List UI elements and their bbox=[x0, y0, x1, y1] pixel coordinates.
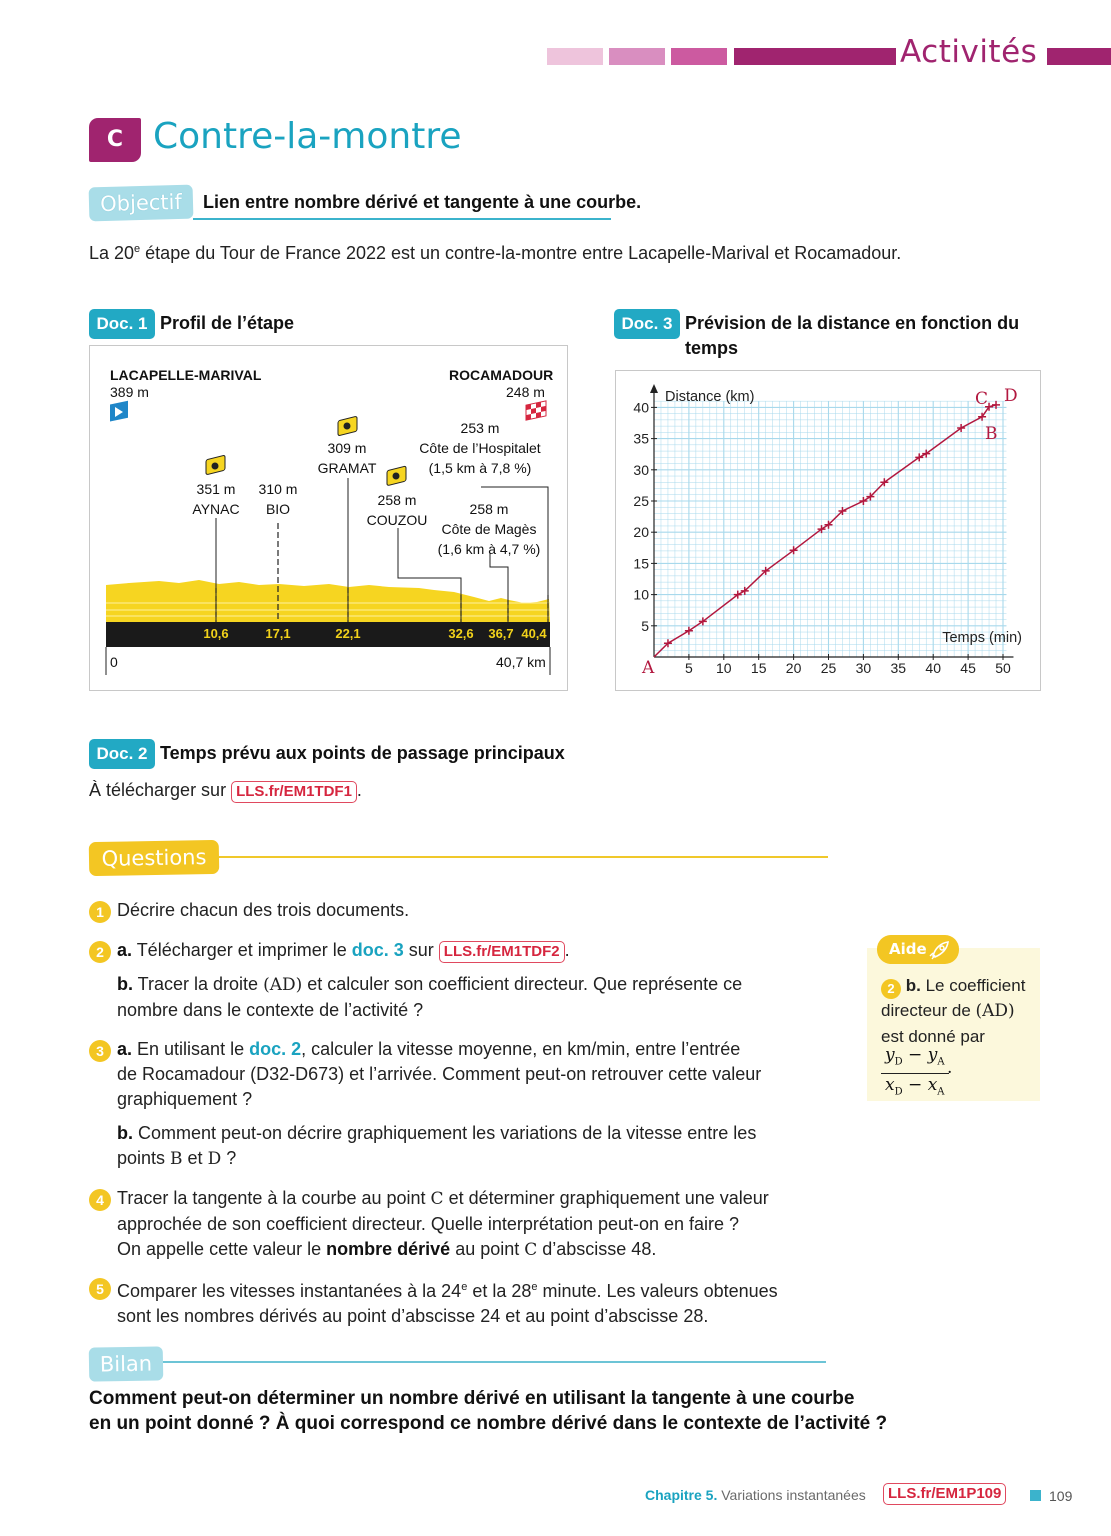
header-bar-5 bbox=[1047, 48, 1111, 65]
point-label: C bbox=[975, 388, 989, 409]
point-label: B bbox=[985, 423, 998, 444]
x-tick-label: 30 bbox=[855, 660, 872, 676]
page-number: 109 bbox=[1049, 1488, 1073, 1504]
question-number: 1 bbox=[89, 901, 111, 923]
km-mark: 17,1 bbox=[265, 626, 291, 641]
point-gramat: 309 m GRAMAT bbox=[317, 440, 377, 476]
data-point bbox=[859, 497, 867, 505]
x-tick-label: 20 bbox=[785, 660, 802, 676]
questions-label: Questions bbox=[89, 840, 220, 876]
y-tick-label: 10 bbox=[633, 586, 649, 603]
questions-underline bbox=[219, 856, 828, 858]
objectif-underline bbox=[193, 218, 611, 220]
question-4: Tracer la tangente à la courbe au point C et déterminer graphiquement une valeur approchée de son coefficient directeur. Quelle interprétation peut-on en faire ? On appelle cette valeur le nombre dérivé au point C d’abscisse 48. bbox=[117, 1188, 769, 1260]
footer-chapter: Chapitre 5. Variations instantanées bbox=[645, 1487, 866, 1503]
intro-text: La 20e étape du Tour de France 2022 est un contre-la-montre entre Lacapelle-Marival et Rocamadour. bbox=[89, 243, 902, 263]
question-2a: a. Télécharger et imprimer le doc. 3 sur LLS.fr/EM1TDF2 . bbox=[117, 938, 570, 963]
header-bar-1 bbox=[547, 48, 603, 65]
km-end: 40,7 km bbox=[496, 654, 546, 670]
question-number: 5 bbox=[89, 1278, 111, 1300]
x-tick-label: 10 bbox=[716, 660, 732, 676]
km-mark: 32,6 bbox=[448, 626, 474, 641]
km-start: 0 bbox=[110, 654, 118, 670]
x-tick-label: 45 bbox=[960, 660, 976, 676]
point-hospitalet: 253 m Côte de l’Hospitalet (1,5 km à 7,8 %) bbox=[419, 420, 541, 476]
climb-icon-gramat bbox=[338, 416, 357, 436]
question-3b: b. Comment peut-on décrire graphiquement les variations de la vitesse entre les points B et D ? bbox=[117, 1123, 757, 1169]
doc3-pill: Doc. 3 bbox=[614, 309, 680, 339]
bilan-label: Bilan bbox=[89, 1346, 164, 1381]
x-tick-label: 25 bbox=[820, 660, 837, 676]
x-tick-label: 15 bbox=[750, 660, 767, 676]
x-tick-label: 35 bbox=[890, 660, 907, 676]
header-title: Activités bbox=[900, 34, 1038, 70]
point-couzou: 258 m COUZOU bbox=[366, 492, 428, 528]
section-title: Contre-la-montre bbox=[153, 116, 462, 157]
y-tick-label: 30 bbox=[633, 461, 649, 478]
y-tick-label: 20 bbox=[633, 524, 649, 541]
question-number: 2 bbox=[89, 941, 111, 963]
x-tick-label: 40 bbox=[925, 660, 941, 676]
doc1-pill: Doc. 1 bbox=[89, 309, 155, 339]
objectif-text: Lien entre nombre dérivé et tangente à une courbe. bbox=[203, 192, 642, 212]
footer-square bbox=[1030, 1490, 1041, 1501]
climb-icon-couzou bbox=[387, 466, 406, 486]
doc2-link[interactable]: LLS.fr/EM1TDF1 bbox=[231, 781, 357, 803]
y-tick-label: 40 bbox=[633, 399, 649, 416]
y-tick-label: 5 bbox=[641, 617, 649, 634]
footer-link-wrap bbox=[883, 1483, 1006, 1505]
bilan-underline bbox=[163, 1361, 826, 1363]
km-mark: 22,1 bbox=[335, 626, 361, 641]
data-point bbox=[685, 627, 693, 635]
aide-number: 2 bbox=[881, 979, 901, 999]
doc1-title: Profil de l’étape bbox=[160, 313, 295, 333]
point-mages: 258 m Côte de Magès (1,6 km à 4,7 %) bbox=[437, 501, 541, 557]
start-name: LACAPELLE-MARIVAL bbox=[110, 367, 262, 383]
y-tick-label: 25 bbox=[633, 493, 649, 509]
question-3a: a. En utilisant le doc. 2, calculer la vitesse moyenne, en km/min, entre l’entrée de Rocamadour (D32-D673) et l’arrivée. Comment peut-on retrouver cette valeur graphiquement ? bbox=[117, 1039, 762, 1109]
end-altitude: 248 m bbox=[506, 384, 545, 400]
point-aynac: 351 m AYNAC bbox=[192, 481, 240, 517]
rocket-icon bbox=[929, 940, 951, 960]
km-mark: 40,4 bbox=[521, 626, 547, 641]
climb-icon-aynac bbox=[206, 455, 225, 475]
y-tick-label: 35 bbox=[633, 430, 649, 447]
doc3-chart bbox=[615, 370, 1041, 691]
point-label: A bbox=[642, 658, 655, 678]
bilan-text: Comment peut-on déterminer un nombre dérivé en utilisant la tangente à une courbe en un point donné ? À quoi correspond ce nombre dérivé dans le contexte de l’activité ? bbox=[89, 1388, 888, 1434]
doc2-pill: Doc. 2 bbox=[89, 739, 155, 769]
start-altitude: 389 m bbox=[110, 384, 149, 400]
km-mark: 10,6 bbox=[203, 626, 229, 641]
objectif-label: Objectif bbox=[89, 185, 194, 222]
doc2-download: À télécharger sur LLS.fr/EM1TDF1 . bbox=[89, 780, 362, 803]
section-badge: C bbox=[89, 118, 141, 162]
question-5: Comparer les vitesses instantanées à la 24e et la 28e minute. Les valeurs obtenues sont les nombres dérivés au point d’abscisse 24 et au point d’abscisse 28. bbox=[117, 1281, 778, 1326]
aide-fraction: $y_D - y_A$ $x_D - x_A$ . bbox=[881, 1044, 949, 1104]
question-1: Décrire chacun des trois documents. bbox=[117, 900, 410, 920]
header-bar-3 bbox=[671, 48, 727, 65]
doc2-title: Temps prévu aux points de passage principaux bbox=[160, 743, 565, 763]
series-line bbox=[654, 405, 996, 657]
y-axis-arrow bbox=[650, 384, 658, 393]
point-label: D bbox=[1004, 385, 1018, 406]
end-name: ROCAMADOUR bbox=[449, 367, 554, 383]
start-flag-icon bbox=[110, 401, 128, 422]
footer-link[interactable]: LLS.fr/EM1P109 bbox=[883, 1483, 1006, 1505]
aide-label: Aide bbox=[877, 935, 959, 964]
y-axis-label: Distance (km) bbox=[665, 389, 755, 405]
y-tick-label: 15 bbox=[633, 555, 649, 572]
aide-text: 2 b. Le coefficient directeur de (AD) est donné par bbox=[881, 976, 1026, 1046]
question-2b: b. Tracer la droite (AD) et calculer son coefficient directeur. Que représente ce nombre dans le contexte de l’activité ? bbox=[117, 974, 743, 1020]
question-number: 4 bbox=[89, 1189, 111, 1211]
q2-link[interactable]: LLS.fr/EM1TDF2 bbox=[439, 941, 565, 963]
doc3-title: Prévision de la distance en fonction du temps bbox=[685, 313, 1020, 358]
header-bar-4 bbox=[734, 48, 896, 65]
point-bio: 310 m BIO bbox=[258, 481, 298, 517]
header-bar-2 bbox=[609, 48, 665, 65]
x-tick-label: 50 bbox=[995, 660, 1011, 676]
x-axis-label: Temps (min) bbox=[942, 630, 1022, 646]
question-number: 3 bbox=[89, 1040, 111, 1062]
x-tick-label: 5 bbox=[685, 660, 693, 676]
km-mark: 36,7 bbox=[488, 626, 514, 641]
